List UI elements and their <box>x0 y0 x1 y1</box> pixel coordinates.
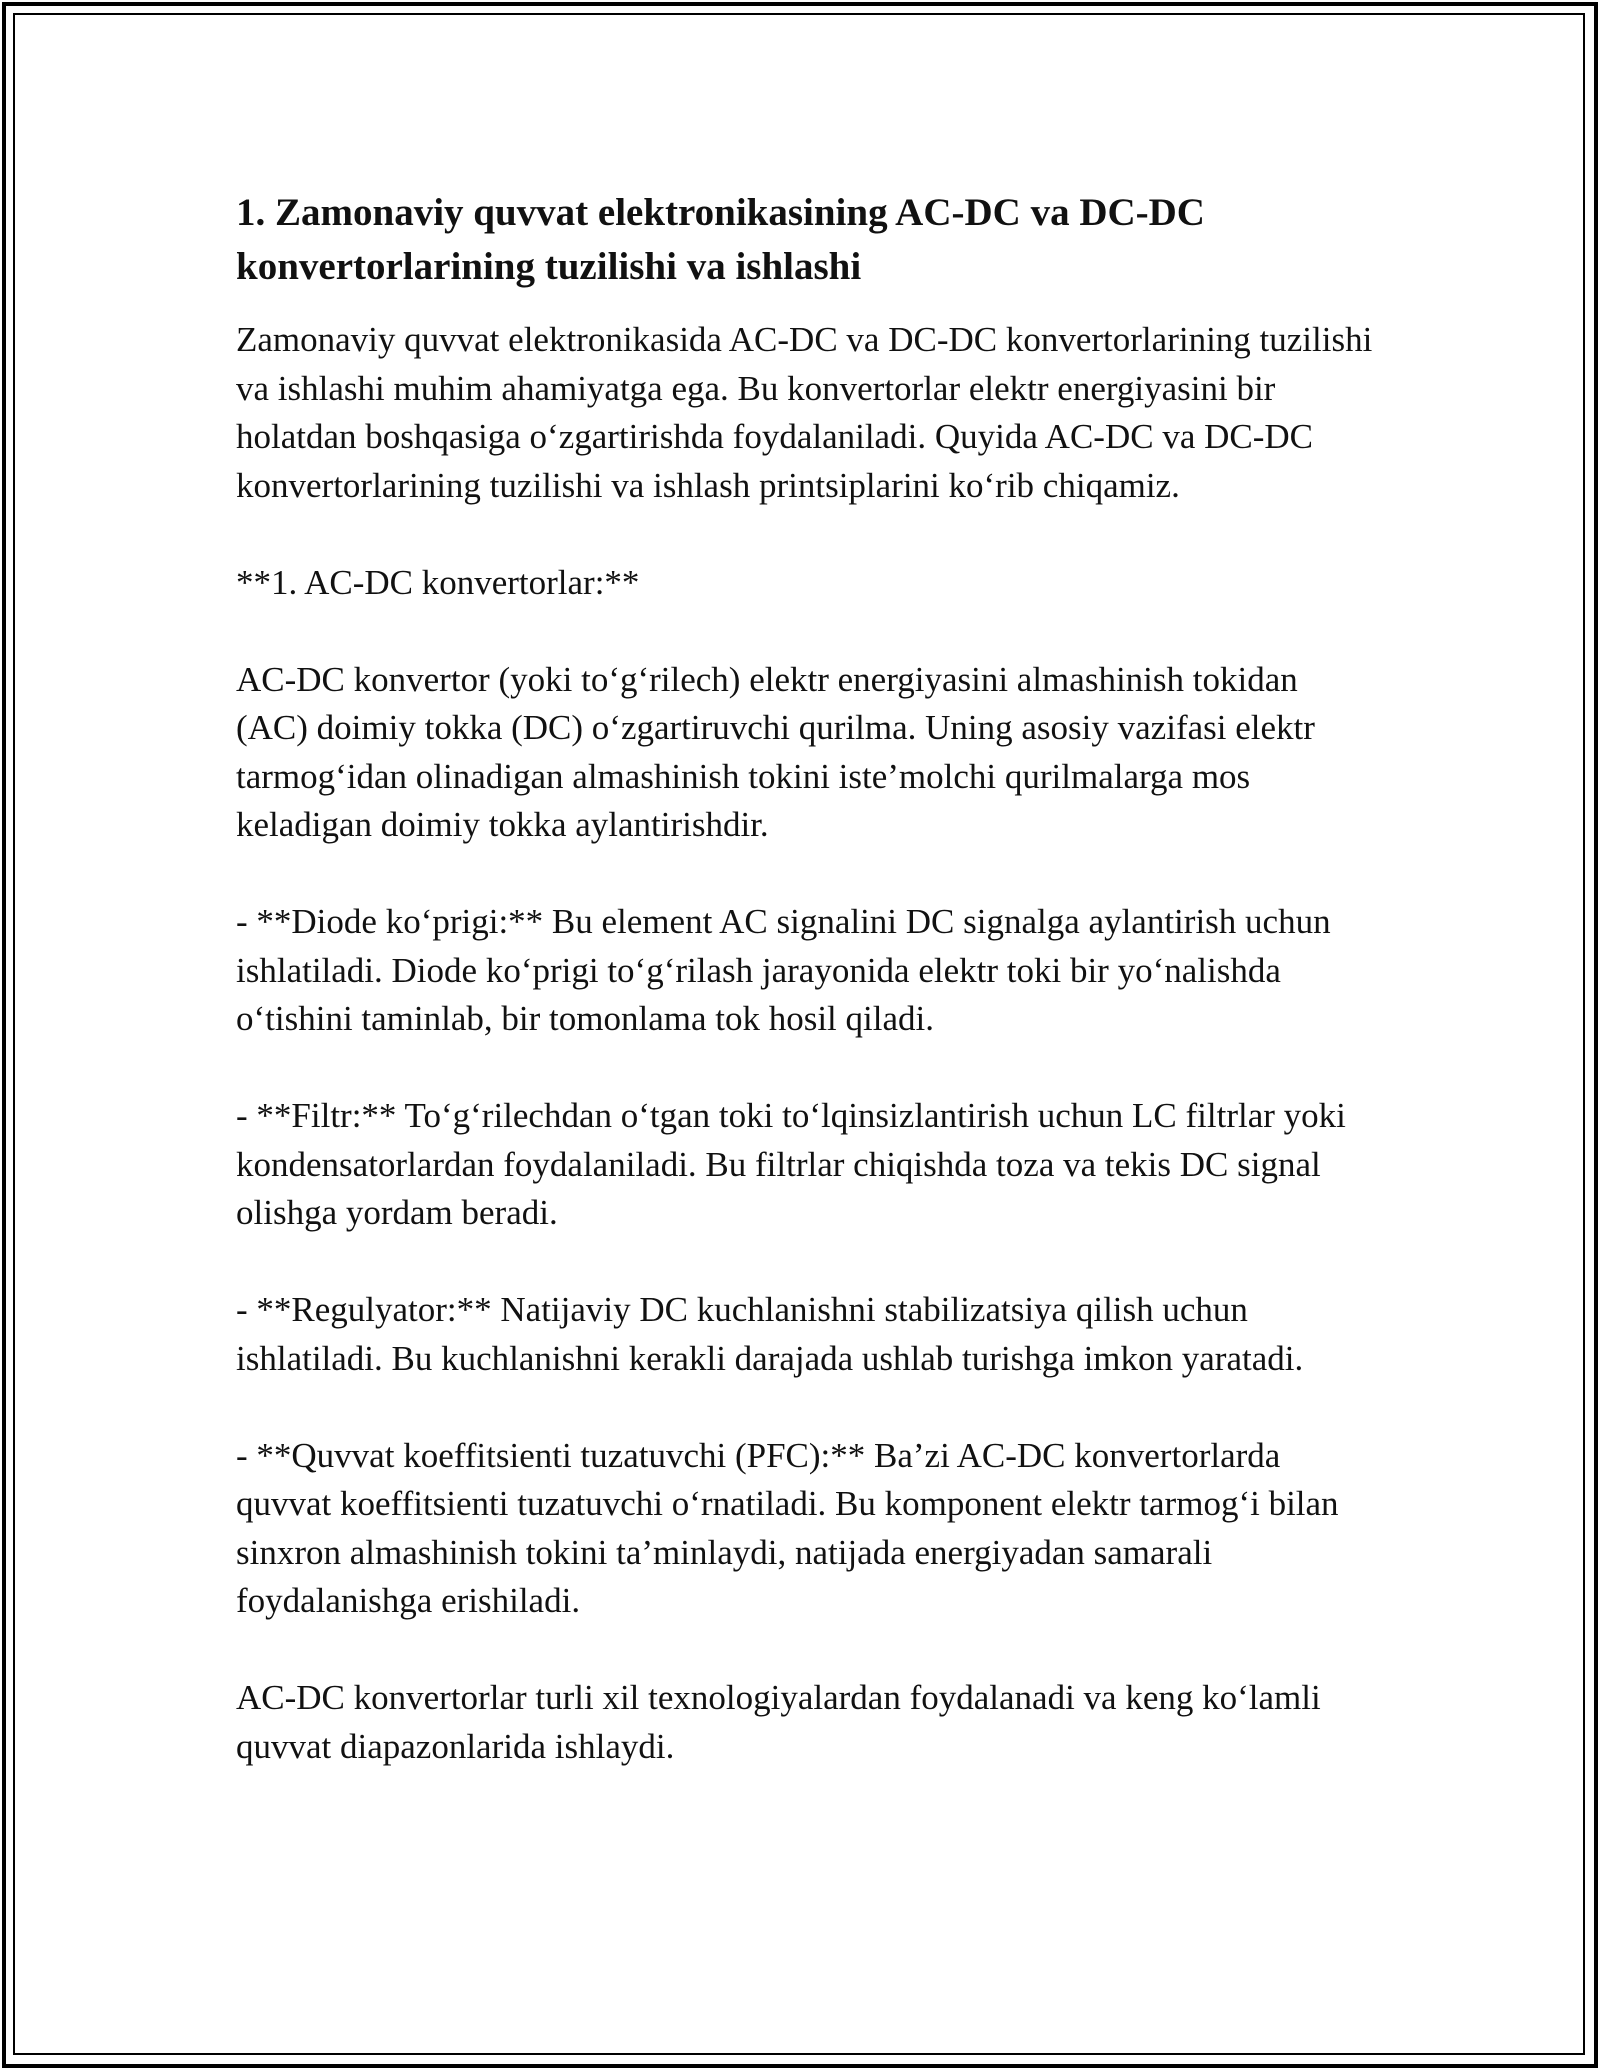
list-item-pfc: - **Quvvat koeffitsienti tuzatuvchi (PFC):** Ba’zi AC-DC konvertorlarda quvvat koeffitsienti tuzatuvchi o‘rnatiladi. Bu komponent elektr tarmog‘i bilan sinxron almashinish tokini ta’minlaydi, natijada energiyadan samarali foydalanishga erishiladi. <box>236 1435 1348 1620</box>
list-item-regulator: - **Regulyator:** Natijaviy DC kuchlanishni stabilizatsiya qilish uchun ishlatiladi. Bu kuchlanishni kerakli darajada ushlab turishga imkon yaratadi. <box>236 1290 1304 1378</box>
ac-dc-definition-paragraph: AC-DC konvertor (yoki to‘g‘rilech) elektr energiyasini almashinish tokidan (AC) doimiy tokka (DC) o‘zgartiruvchi qurilma. Uning asosiy vazifasi elektr tarmog‘idan olinadigan almashinish tokini iste’molchi qurilmalarga mos keladigan doimiy tokka aylantirishdir. <box>236 659 1324 844</box>
paragraph-spacer <box>236 1238 1376 1287</box>
paragraph-spacer <box>236 1626 1376 1675</box>
paragraph-spacer <box>236 607 1376 656</box>
paragraph-spacer <box>236 1383 1376 1432</box>
list-item-filter: - **Filtr:** To‘g‘rilechdan o‘tgan toki to‘lqinsizlantirish uchun LC filtrlar yoki kondensatorlardan foydalaniladi. Bu filtrlar chiqishda toza va tekis DC signal olishga yordam beradi. <box>236 1096 1355 1232</box>
document-body <box>236 186 1382 1771</box>
paragraph-spacer <box>236 1044 1376 1093</box>
intro-paragraph: Zamonaviy quvvat elektronikasida AC-DC va DC-DC konvertorlarining tuzilishi va ishlashi muhim ahamiyatga ega. Bu konvertorlar elektr energiyasini bir holatdan boshqasiga o‘zgartirishda foydalaniladi. Quyida AC-DC va DC-DC konvertorlarining tuzilishi va ishlash printsiplarini ko‘rib chiqamiz. <box>236 320 1382 505</box>
document-title: 1. Zamonaviy quvvat elektronikasining AC-DC va DC-DC konvertorlarining tuzilishi va ishlashi <box>236 191 1205 288</box>
paragraph-spacer <box>236 510 1376 559</box>
list-item-diode-bridge: - **Diode ko‘prigi:** Bu element AC signalini DC signalga aylantirish uchun ishlatiladi. Diode ko‘prigi to‘g‘rilash jarayonida elektr toki bir yo‘nalishda o‘tishini taminlab, bir tomonlama tok hosil qiladi. <box>236 902 1340 1038</box>
section-heading-ac-dc: **1. AC-DC konvertorlar:** <box>236 562 640 602</box>
paragraph-spacer <box>236 850 1376 899</box>
closing-paragraph: AC-DC konvertorlar turli xil texnologiyalardan foydalanadi va keng ko‘lamli quvvat diapazonlarida ishlaydi. <box>236 1678 1330 1766</box>
